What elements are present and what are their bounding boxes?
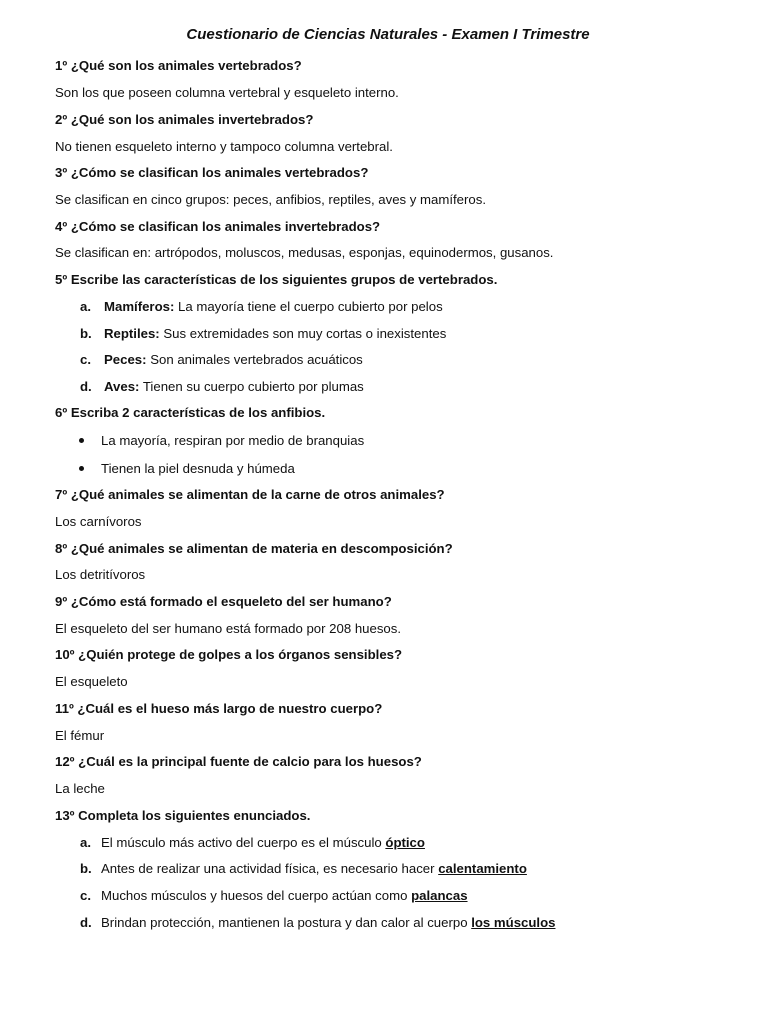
question-6: 6º Escriba 2 características de los anfibios. — [55, 405, 326, 420]
item-description: Son animales vertebrados acuáticos — [146, 352, 363, 367]
item-answer: palancas — [411, 888, 468, 903]
list-marker: a. — [80, 835, 91, 850]
question-2: 2º ¿Qué son los animales invertebrados? — [55, 112, 314, 127]
list-item — [104, 298, 443, 316]
answer-7: Los carnívoros — [55, 514, 142, 529]
answer-1: Son los que poseen columna vertebral y esqueleto interno. — [55, 85, 399, 100]
question-8: 8º ¿Qué animales se alimentan de materia en descomposición? — [55, 541, 453, 556]
item-statement: Muchos músculos y huesos del cuerpo actúan como — [101, 888, 412, 903]
list-item — [101, 834, 425, 852]
item-statement: Antes de realizar una actividad física, es necesario hacer — [101, 861, 439, 876]
question-5: 5º Escribe las características de los siguientes grupos de vertebrados. — [55, 272, 498, 287]
list-marker: d. — [80, 915, 92, 930]
item-term: Peces: — [104, 352, 147, 367]
answer-9: El esqueleto del ser humano está formado por 208 huesos. — [55, 621, 402, 636]
question-9: 9º ¿Cómo está formado el esqueleto del ser humano? — [55, 594, 392, 609]
item-answer: los músculos — [471, 915, 556, 930]
list-marker: b. — [80, 326, 92, 341]
answer-10: El esqueleto — [55, 674, 128, 689]
bullet-dot-icon — [79, 466, 84, 471]
question-10: 10º ¿Quién protege de golpes a los órganos sensibles? — [55, 647, 403, 662]
bullet-dot-icon — [79, 438, 84, 443]
list-marker: c. — [80, 352, 91, 367]
question-1: 1º ¿Qué son los animales vertebrados? — [55, 58, 302, 73]
list-item — [101, 887, 468, 905]
item-term: Reptiles: — [104, 326, 160, 341]
item-answer: calentamiento — [438, 861, 527, 876]
list-item — [104, 378, 364, 396]
question-13: 13º Completa los siguientes enunciados. — [55, 808, 311, 823]
item-description: La mayoría tiene el cuerpo cubierto por pelos — [174, 299, 443, 314]
list-item — [101, 914, 555, 932]
answer-2: No tienen esqueleto interno y tampoco columna vertebral. — [55, 139, 393, 154]
page-title: Cuestionario de Ciencias Naturales - Examen I Trimestre — [186, 26, 590, 43]
answer-12: La leche — [55, 781, 105, 796]
question-7: 7º ¿Qué animales se alimentan de la carne de otros animales? — [55, 487, 445, 502]
question-3: 3º ¿Cómo se clasifican los animales vertebrados? — [55, 165, 369, 180]
answer-3: Se clasifican en cinco grupos: peces, anfibios, reptiles, aves y mamíferos. — [55, 192, 486, 207]
answer-8: Los detritívoros — [55, 567, 146, 582]
bullet-item: Tienen la piel desnuda y húmeda — [101, 461, 295, 476]
list-marker: d. — [80, 379, 92, 394]
question-11: 11º ¿Cuál es el hueso más largo de nuestro cuerpo? — [55, 701, 383, 716]
question-4: 4º ¿Cómo se clasifican los animales invertebrados? — [55, 219, 381, 234]
item-term: Aves: — [104, 379, 140, 394]
item-description: Sus extremidades son muy cortas o inexistentes — [159, 326, 447, 341]
item-term: Mamíferos: — [104, 299, 175, 314]
list-marker: a. — [80, 299, 91, 314]
item-description: Tienen su cuerpo cubierto por plumas — [139, 379, 364, 394]
list-item — [104, 325, 446, 343]
list-marker: c. — [80, 888, 91, 903]
question-12: 12º ¿Cuál es la principal fuente de calcio para los huesos? — [55, 754, 422, 769]
list-marker: b. — [80, 861, 92, 876]
list-item — [104, 351, 363, 369]
answer-4: Se clasifican en: artrópodos, moluscos, medusas, esponjas, equinodermos, gusanos. — [55, 245, 554, 260]
item-statement: Brindan protección, mantienen la postura y dan calor al cuerpo — [101, 915, 472, 930]
bullet-item: La mayoría, respiran por medio de branquias — [101, 433, 365, 448]
answer-11: El fémur — [55, 728, 105, 743]
item-answer: óptico — [385, 835, 425, 850]
item-statement: El músculo más activo del cuerpo es el músculo — [101, 835, 386, 850]
list-item — [101, 860, 527, 878]
